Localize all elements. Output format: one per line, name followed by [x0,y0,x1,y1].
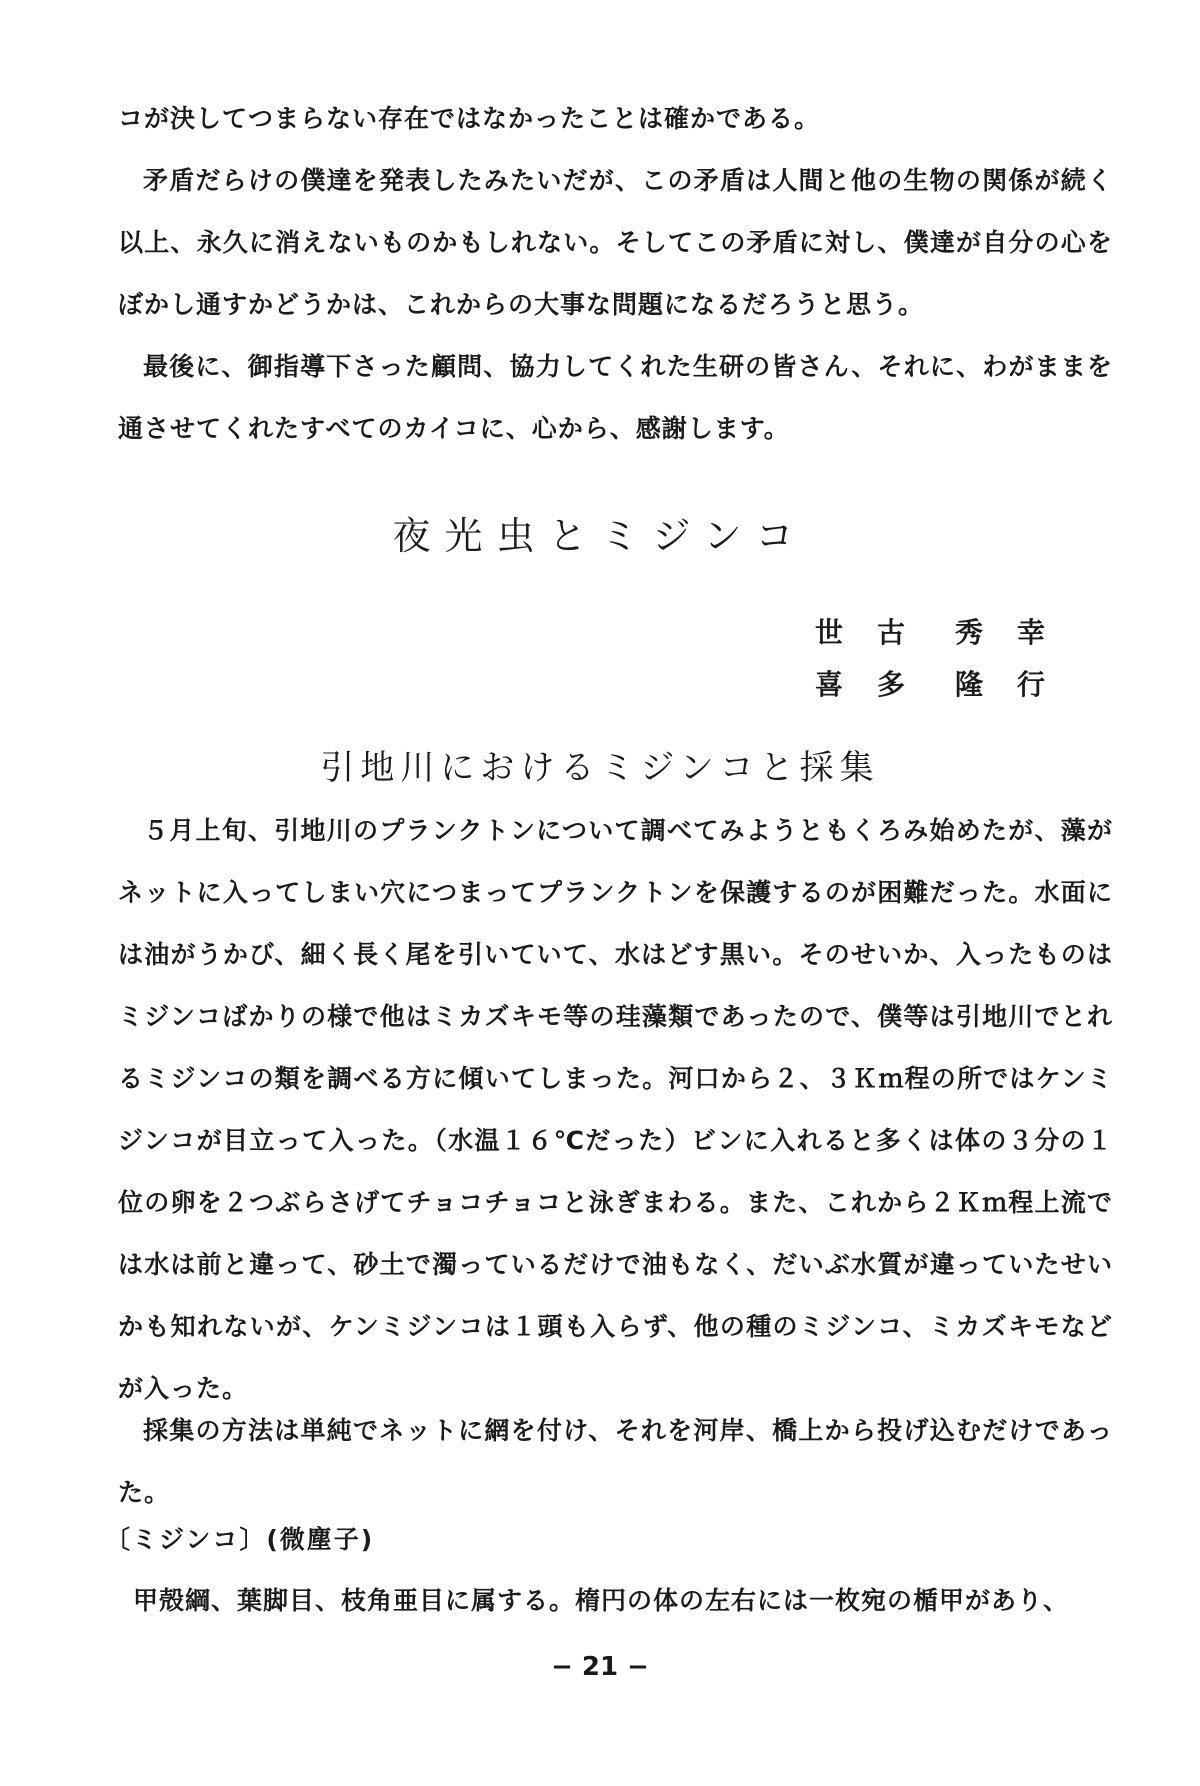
author-2-family-name: 喜多 [815,668,940,701]
author-1 [815,607,1085,659]
author-2 [815,659,1085,711]
continued-paragraph-1: コが決してつまらない存在ではなかったことは確かである。 [118,104,821,133]
section-heading: 〔ミジンコ〕(微塵子) [105,1525,375,1554]
continued-paragraph-3: 最後に、御指導下さった顧問、協力してくれた生研の皆さん、それに、わがままを通させてくれたすべてのカイコに、心から、感謝します。 [118,352,1113,443]
continued-paragraph-2: 矛盾だらけの僕達を発表したみたいだが、この矛盾は人間と他の生物の関係が続く以上、永久に消えないものかもしれない。そしてこの矛盾に対し、僕達が自分の心をぼかし通すかどうかは、これからの大事な問題になるだろうと思う。 [118,166,1113,319]
author-list [815,607,1085,711]
author-1-family-name: 世古 [815,616,940,649]
page-number: − 21 − [551,1652,649,1682]
author-1-given-name: 秀幸 [955,616,1080,649]
section-text: 甲殻綱、葉脚目、枝角亜目に属する。楕円の体の左右には一枚宛の楯甲があり、 [133,1586,1070,1615]
article-paragraph-1: ５月上旬、引地川のプランクトンについて調べてみようともくろみ始めたが、藻がネットに入ってしまい穴につまってプランクトンを保護するのが困難だった。水面には油がうかび、細く長く尾を引いていて、水はどす黒い。そのせいか、入ったものはミジンコばかりの様で他はミカズキモ等の珪藻類であったので、僕等は引地川でとれるミジンコの類を調べる方に傾いてしまった。河口から２、３Ｋｍ程の所ではケンミジンコが目立って入った。（水温１６℃だった）ビンに入れると多くは体の３分の１位の卵を２つぶらさげてチョコチョコと泳ぎまわる。また、これから２Ｋｍ程上流では水は前と違って、砂土で濁っているだけで油もなく、だいぶ水質が違っていたせいかも知れないが、ケンミジンコは１頭も入らず、他の種のミジンコ、ミカズキモなどが入った。 [118,816,1113,1403]
article-paragraph-2: 採集の方法は単純でネットに網を付け、それを河岸、橋上から投げ込むだけであった。 [118,1416,1113,1507]
article-subtitle: 引地川におけるミジンコと採集 [320,748,880,788]
article-title: 夜光虫とミジンコ [392,514,808,558]
author-2-given-name: 隆行 [955,668,1080,701]
